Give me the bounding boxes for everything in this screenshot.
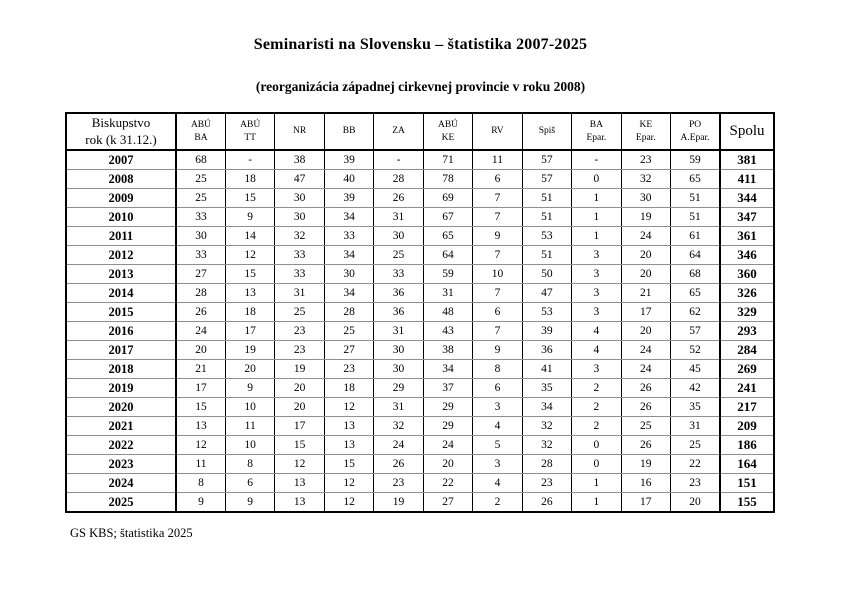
total-cell: 217 bbox=[720, 398, 774, 417]
value-cell: 17 bbox=[275, 417, 324, 436]
value-cell: 33 bbox=[176, 208, 225, 227]
table-row bbox=[66, 246, 774, 265]
value-cell: 22 bbox=[671, 455, 720, 474]
table-row bbox=[66, 398, 774, 417]
value-cell: 36 bbox=[522, 341, 571, 360]
total-cell: 209 bbox=[720, 417, 774, 436]
value-cell: 20 bbox=[275, 379, 324, 398]
page-subtitle: (reorganizácia západnej cirkevnej provincie v roku 2008) bbox=[255, 79, 586, 94]
year-cell: 2024 bbox=[66, 474, 176, 493]
value-cell: 6 bbox=[225, 474, 274, 493]
value-cell: 25 bbox=[374, 246, 423, 265]
value-cell: 15 bbox=[176, 398, 225, 417]
value-cell: 57 bbox=[671, 322, 720, 341]
value-cell: 34 bbox=[522, 398, 571, 417]
value-cell: 20 bbox=[275, 398, 324, 417]
total-cell: 186 bbox=[720, 436, 774, 455]
value-cell: 34 bbox=[423, 360, 472, 379]
header-cell: ABÚ TT bbox=[225, 113, 274, 150]
value-cell: 15 bbox=[225, 265, 274, 284]
value-cell: 64 bbox=[671, 246, 720, 265]
total-cell: 269 bbox=[720, 360, 774, 379]
value-cell: 6 bbox=[473, 170, 522, 189]
value-cell: 24 bbox=[374, 436, 423, 455]
value-cell: 30 bbox=[324, 265, 373, 284]
value-cell: 33 bbox=[324, 227, 373, 246]
value-cell: 13 bbox=[324, 436, 373, 455]
value-cell: 24 bbox=[621, 360, 670, 379]
value-cell: 21 bbox=[176, 360, 225, 379]
value-cell: 13 bbox=[176, 417, 225, 436]
value-cell: 36 bbox=[374, 284, 423, 303]
total-cell: 344 bbox=[720, 189, 774, 208]
year-cell: 2013 bbox=[66, 265, 176, 284]
value-cell: 33 bbox=[275, 246, 324, 265]
value-cell: 7 bbox=[473, 284, 522, 303]
year-cell: 2019 bbox=[66, 379, 176, 398]
value-cell: 61 bbox=[671, 227, 720, 246]
value-cell: 23 bbox=[374, 474, 423, 493]
value-cell: 9 bbox=[473, 227, 522, 246]
value-cell: 53 bbox=[522, 227, 571, 246]
value-cell: 65 bbox=[671, 284, 720, 303]
total-cell: 361 bbox=[720, 227, 774, 246]
value-cell: 30 bbox=[275, 208, 324, 227]
value-cell: 26 bbox=[374, 189, 423, 208]
value-cell: 11 bbox=[176, 455, 225, 474]
value-cell: 0 bbox=[572, 170, 621, 189]
value-cell: 9 bbox=[225, 379, 274, 398]
value-cell: 25 bbox=[671, 436, 720, 455]
header-row bbox=[66, 113, 774, 150]
value-cell: 28 bbox=[374, 170, 423, 189]
table-row bbox=[66, 227, 774, 246]
value-cell: 26 bbox=[621, 436, 670, 455]
total-cell: 241 bbox=[720, 379, 774, 398]
value-cell: 78 bbox=[423, 170, 472, 189]
year-cell: 2018 bbox=[66, 360, 176, 379]
value-cell: 4 bbox=[572, 341, 621, 360]
value-cell: 30 bbox=[374, 360, 423, 379]
value-cell: 28 bbox=[324, 303, 373, 322]
value-cell: 26 bbox=[374, 455, 423, 474]
value-cell: 30 bbox=[275, 189, 324, 208]
table-row bbox=[66, 379, 774, 398]
table-row bbox=[66, 265, 774, 284]
value-cell: 21 bbox=[621, 284, 670, 303]
value-cell: 2 bbox=[473, 493, 522, 513]
total-cell: 284 bbox=[720, 341, 774, 360]
value-cell: 31 bbox=[423, 284, 472, 303]
year-cell: 2015 bbox=[66, 303, 176, 322]
value-cell: 5 bbox=[473, 436, 522, 455]
value-cell: 35 bbox=[522, 379, 571, 398]
value-cell: 43 bbox=[423, 322, 472, 341]
value-cell: 12 bbox=[324, 493, 373, 513]
value-cell: 8 bbox=[225, 455, 274, 474]
value-cell: 13 bbox=[275, 474, 324, 493]
table-row bbox=[66, 150, 774, 170]
value-cell: 6 bbox=[473, 379, 522, 398]
value-cell: 53 bbox=[522, 303, 571, 322]
total-cell: 326 bbox=[720, 284, 774, 303]
value-cell: 11 bbox=[473, 150, 522, 170]
year-cell: 2009 bbox=[66, 189, 176, 208]
value-cell: 57 bbox=[522, 170, 571, 189]
value-cell: 30 bbox=[374, 227, 423, 246]
value-cell: 24 bbox=[423, 436, 472, 455]
value-cell: 65 bbox=[671, 170, 720, 189]
value-cell: 51 bbox=[671, 189, 720, 208]
value-cell: 51 bbox=[522, 208, 571, 227]
header-cell: ABÚ KE bbox=[423, 113, 472, 150]
value-cell: 23 bbox=[522, 474, 571, 493]
total-cell: 347 bbox=[720, 208, 774, 227]
value-cell: 1 bbox=[572, 227, 621, 246]
year-cell: 2021 bbox=[66, 417, 176, 436]
value-cell: 51 bbox=[522, 246, 571, 265]
total-cell: 381 bbox=[720, 150, 774, 170]
value-cell: 28 bbox=[522, 455, 571, 474]
year-cell: 2011 bbox=[66, 227, 176, 246]
value-cell: 34 bbox=[324, 208, 373, 227]
value-cell: 30 bbox=[621, 189, 670, 208]
value-cell: 7 bbox=[473, 208, 522, 227]
table-row bbox=[66, 170, 774, 189]
year-cell: 2025 bbox=[66, 493, 176, 513]
value-cell: 25 bbox=[176, 170, 225, 189]
value-cell: 15 bbox=[324, 455, 373, 474]
value-cell: 33 bbox=[374, 265, 423, 284]
header-cell: Spiš bbox=[522, 113, 571, 150]
value-cell: 50 bbox=[522, 265, 571, 284]
value-cell: 2 bbox=[572, 398, 621, 417]
value-cell: 69 bbox=[423, 189, 472, 208]
value-cell: 1 bbox=[572, 474, 621, 493]
value-cell: 36 bbox=[374, 303, 423, 322]
value-cell: 32 bbox=[621, 170, 670, 189]
year-cell: 2012 bbox=[66, 246, 176, 265]
table-row bbox=[66, 436, 774, 455]
table-row bbox=[66, 189, 774, 208]
value-cell: 3 bbox=[473, 455, 522, 474]
header-cell: ZA bbox=[374, 113, 423, 150]
table-header bbox=[66, 113, 774, 150]
value-cell: 39 bbox=[324, 189, 373, 208]
value-cell: 9 bbox=[176, 493, 225, 513]
value-cell: 47 bbox=[522, 284, 571, 303]
header-cell-year: Biskupstvo rok (k 31.12.) bbox=[66, 113, 176, 150]
value-cell: 10 bbox=[473, 265, 522, 284]
value-cell: 34 bbox=[324, 284, 373, 303]
total-cell: 164 bbox=[720, 455, 774, 474]
year-cell: 2022 bbox=[66, 436, 176, 455]
value-cell: 17 bbox=[176, 379, 225, 398]
value-cell: 71 bbox=[423, 150, 472, 170]
value-cell: 9 bbox=[225, 493, 274, 513]
value-cell: 12 bbox=[324, 398, 373, 417]
total-cell: 151 bbox=[720, 474, 774, 493]
value-cell: 24 bbox=[621, 227, 670, 246]
value-cell: 20 bbox=[176, 341, 225, 360]
value-cell: 67 bbox=[423, 208, 472, 227]
value-cell: 59 bbox=[671, 150, 720, 170]
total-cell: 329 bbox=[720, 303, 774, 322]
value-cell: 2 bbox=[572, 379, 621, 398]
value-cell: 32 bbox=[522, 417, 571, 436]
header-cell: RV bbox=[473, 113, 522, 150]
value-cell: 23 bbox=[621, 150, 670, 170]
value-cell: 32 bbox=[522, 436, 571, 455]
value-cell: 25 bbox=[324, 322, 373, 341]
value-cell: 31 bbox=[374, 208, 423, 227]
value-cell: 17 bbox=[621, 303, 670, 322]
value-cell: 12 bbox=[324, 474, 373, 493]
value-cell: 19 bbox=[275, 360, 324, 379]
value-cell: 1 bbox=[572, 189, 621, 208]
value-cell: 28 bbox=[176, 284, 225, 303]
value-cell: 1 bbox=[572, 208, 621, 227]
value-cell: 29 bbox=[423, 398, 472, 417]
value-cell: 26 bbox=[176, 303, 225, 322]
value-cell: 27 bbox=[324, 341, 373, 360]
value-cell: 4 bbox=[473, 417, 522, 436]
value-cell: 17 bbox=[225, 322, 274, 341]
year-cell: 2017 bbox=[66, 341, 176, 360]
value-cell: 10 bbox=[225, 398, 274, 417]
table-row bbox=[66, 360, 774, 379]
value-cell: 48 bbox=[423, 303, 472, 322]
value-cell: 38 bbox=[423, 341, 472, 360]
value-cell: 26 bbox=[522, 493, 571, 513]
value-cell: 19 bbox=[374, 493, 423, 513]
value-cell: 47 bbox=[275, 170, 324, 189]
header-cell: BB bbox=[324, 113, 373, 150]
value-cell: 1 bbox=[572, 493, 621, 513]
value-cell: 33 bbox=[176, 246, 225, 265]
total-cell: 155 bbox=[720, 493, 774, 513]
value-cell: 31 bbox=[374, 322, 423, 341]
value-cell: 7 bbox=[473, 246, 522, 265]
value-cell: 10 bbox=[225, 436, 274, 455]
value-cell: 51 bbox=[671, 208, 720, 227]
value-cell: - bbox=[374, 150, 423, 170]
table-row bbox=[66, 303, 774, 322]
table-row bbox=[66, 284, 774, 303]
table-row bbox=[66, 474, 774, 493]
value-cell: 32 bbox=[374, 417, 423, 436]
value-cell: 12 bbox=[176, 436, 225, 455]
value-cell: 23 bbox=[324, 360, 373, 379]
value-cell: 22 bbox=[423, 474, 472, 493]
value-cell: 2 bbox=[572, 417, 621, 436]
table-row bbox=[66, 341, 774, 360]
value-cell: 31 bbox=[374, 398, 423, 417]
year-cell: 2014 bbox=[66, 284, 176, 303]
value-cell: 24 bbox=[176, 322, 225, 341]
value-cell: 9 bbox=[225, 208, 274, 227]
value-cell: 3 bbox=[572, 265, 621, 284]
seminarists-statistics-table bbox=[65, 112, 775, 513]
total-cell: 346 bbox=[720, 246, 774, 265]
value-cell: 6 bbox=[473, 303, 522, 322]
value-cell: 27 bbox=[423, 493, 472, 513]
value-cell: 7 bbox=[473, 189, 522, 208]
value-cell: 19 bbox=[225, 341, 274, 360]
total-cell: 293 bbox=[720, 322, 774, 341]
table-row bbox=[66, 417, 774, 436]
value-cell: 68 bbox=[671, 265, 720, 284]
value-cell: 8 bbox=[176, 474, 225, 493]
value-cell: 29 bbox=[374, 379, 423, 398]
value-cell: 8 bbox=[473, 360, 522, 379]
value-cell: 18 bbox=[324, 379, 373, 398]
value-cell: 12 bbox=[275, 455, 324, 474]
value-cell: 57 bbox=[522, 150, 571, 170]
total-cell: 411 bbox=[720, 170, 774, 189]
year-cell: 2023 bbox=[66, 455, 176, 474]
value-cell: 3 bbox=[572, 284, 621, 303]
value-cell: 64 bbox=[423, 246, 472, 265]
value-cell: 65 bbox=[423, 227, 472, 246]
value-cell: 30 bbox=[176, 227, 225, 246]
value-cell: 19 bbox=[621, 208, 670, 227]
value-cell: 29 bbox=[423, 417, 472, 436]
value-cell: - bbox=[572, 150, 621, 170]
value-cell: 3 bbox=[473, 398, 522, 417]
value-cell: 30 bbox=[374, 341, 423, 360]
value-cell: 39 bbox=[522, 322, 571, 341]
value-cell: 59 bbox=[423, 265, 472, 284]
value-cell: 3 bbox=[572, 246, 621, 265]
value-cell: 27 bbox=[176, 265, 225, 284]
value-cell: 39 bbox=[324, 150, 373, 170]
value-cell: 42 bbox=[671, 379, 720, 398]
value-cell: 15 bbox=[275, 436, 324, 455]
value-cell: 41 bbox=[522, 360, 571, 379]
value-cell: 16 bbox=[621, 474, 670, 493]
year-cell: 2010 bbox=[66, 208, 176, 227]
value-cell: 37 bbox=[423, 379, 472, 398]
value-cell: 7 bbox=[473, 322, 522, 341]
value-cell: 20 bbox=[621, 246, 670, 265]
value-cell: 25 bbox=[275, 303, 324, 322]
header-cell: BA Epar. bbox=[572, 113, 621, 150]
value-cell: 4 bbox=[572, 322, 621, 341]
year-cell: 2007 bbox=[66, 150, 176, 170]
header-cell: ABÚ BA bbox=[176, 113, 225, 150]
value-cell: 3 bbox=[572, 303, 621, 322]
value-cell: 62 bbox=[671, 303, 720, 322]
table-row bbox=[66, 493, 774, 513]
header-cell: PO A.Epar. bbox=[671, 113, 720, 150]
value-cell: 4 bbox=[473, 474, 522, 493]
value-cell: 14 bbox=[225, 227, 274, 246]
year-cell: 2008 bbox=[66, 170, 176, 189]
value-cell: 3 bbox=[572, 360, 621, 379]
year-cell: 2016 bbox=[66, 322, 176, 341]
value-cell: 25 bbox=[621, 417, 670, 436]
value-cell: 19 bbox=[621, 455, 670, 474]
value-cell: 38 bbox=[275, 150, 324, 170]
table-body bbox=[66, 150, 774, 512]
header-cell: NR bbox=[275, 113, 324, 150]
table-row bbox=[66, 322, 774, 341]
page-title: Seminaristi na Slovensku – štatistika 2007-2025 bbox=[253, 36, 588, 53]
value-cell: 34 bbox=[324, 246, 373, 265]
value-cell: 68 bbox=[176, 150, 225, 170]
value-cell: 32 bbox=[275, 227, 324, 246]
value-cell: 20 bbox=[225, 360, 274, 379]
value-cell: 20 bbox=[621, 265, 670, 284]
value-cell: 51 bbox=[522, 189, 571, 208]
value-cell: - bbox=[225, 150, 274, 170]
value-cell: 12 bbox=[225, 246, 274, 265]
value-cell: 26 bbox=[621, 379, 670, 398]
value-cell: 0 bbox=[572, 436, 621, 455]
value-cell: 20 bbox=[671, 493, 720, 513]
value-cell: 13 bbox=[324, 417, 373, 436]
year-cell: 2020 bbox=[66, 398, 176, 417]
value-cell: 31 bbox=[671, 417, 720, 436]
value-cell: 23 bbox=[275, 322, 324, 341]
value-cell: 23 bbox=[671, 474, 720, 493]
value-cell: 26 bbox=[621, 398, 670, 417]
value-cell: 0 bbox=[572, 455, 621, 474]
value-cell: 18 bbox=[225, 303, 274, 322]
value-cell: 13 bbox=[275, 493, 324, 513]
value-cell: 33 bbox=[275, 265, 324, 284]
footer-note: GS KBS; štatistika 2025 bbox=[70, 526, 193, 540]
value-cell: 20 bbox=[423, 455, 472, 474]
value-cell: 45 bbox=[671, 360, 720, 379]
table-row bbox=[66, 455, 774, 474]
value-cell: 35 bbox=[671, 398, 720, 417]
value-cell: 23 bbox=[275, 341, 324, 360]
value-cell: 24 bbox=[621, 341, 670, 360]
value-cell: 9 bbox=[473, 341, 522, 360]
table-row bbox=[66, 208, 774, 227]
total-cell: 360 bbox=[720, 265, 774, 284]
value-cell: 40 bbox=[324, 170, 373, 189]
value-cell: 18 bbox=[225, 170, 274, 189]
value-cell: 11 bbox=[225, 417, 274, 436]
value-cell: 13 bbox=[225, 284, 274, 303]
header-cell: KE Epar. bbox=[621, 113, 670, 150]
value-cell: 25 bbox=[176, 189, 225, 208]
value-cell: 52 bbox=[671, 341, 720, 360]
value-cell: 31 bbox=[275, 284, 324, 303]
value-cell: 15 bbox=[225, 189, 274, 208]
value-cell: 20 bbox=[621, 322, 670, 341]
value-cell: 17 bbox=[621, 493, 670, 513]
header-cell-total: Spolu bbox=[720, 113, 774, 150]
